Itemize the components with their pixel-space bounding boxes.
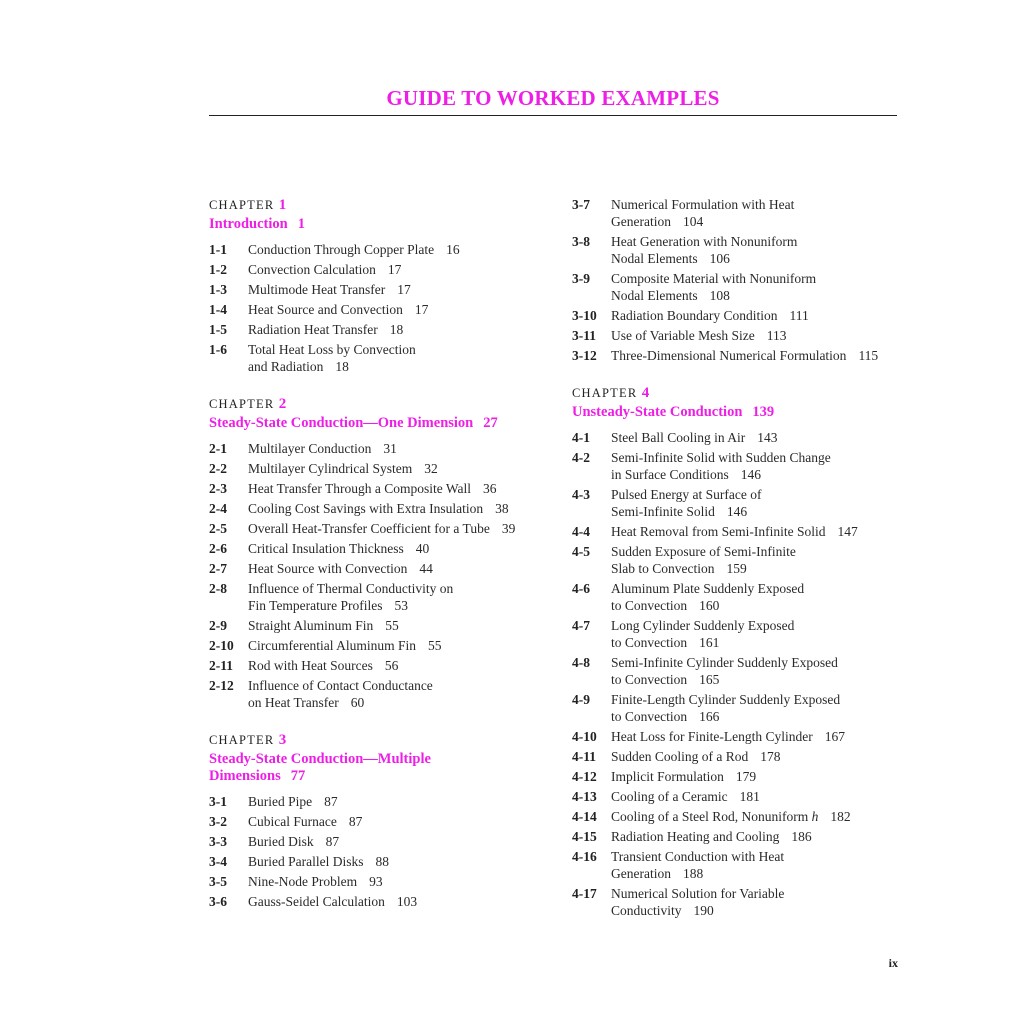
example-entry: 2-4 Cooling Cost Savings with Extra Insulation 38 [209,501,509,516]
example-entry: 3-7 Numerical Formulation with Heat Generation 104 [572,197,795,229]
chapter-label: CHAPTER 1 [209,197,287,213]
example-entry: 1-1 Conduction Through Copper Plate 16 [209,242,460,257]
chapter-number: 4 [641,385,650,401]
example-entry: 4-7 Long Cylinder Suddenly Exposed to Convection 161 [572,618,795,650]
example-entry: 2-11 Rod with Heat Sources 56 [209,658,399,673]
example-entry: 3-9 Composite Material with Nonuniform Nodal Elements 108 [572,271,817,303]
example-entry: 1-2 Convection Calculation 17 [209,262,402,277]
chapter-page: 27 [483,415,498,431]
example-entry: 4-13 Cooling of a Ceramic 181 [572,789,760,804]
example-entry: 4-6 Aluminum Plate Suddenly Exposed to Convection 160 [572,581,805,613]
right-column [572,196,902,922]
example-entry: 3-11 Use of Variable Mesh Size 113 [572,328,787,343]
page-title: GUIDE TO WORKED EXAMPLES [386,86,720,110]
example-entry: 4-8 Semi-Infinite Cylinder Suddenly Exposed to Convection 165 [572,655,838,687]
example-entry: 4-4 Heat Removal from Semi-Infinite Solid 147 [572,524,858,539]
example-entry: 2-3 Heat Transfer Through a Composite Wall 36 [209,481,497,496]
example-entry: 4-10 Heat Loss for Finite-Length Cylinder 167 [572,729,845,744]
chapter-title: Steady-State Conduction—One Dimension 27 [209,415,498,431]
example-entry: 1-6 Total Heat Loss by Convection and Radiation 18 [209,342,416,374]
chapter-3-continued [572,196,902,364]
chapter-4 [572,384,902,919]
chapter-label: CHAPTER 3 [209,732,287,748]
example-entry: 2-8 Influence of Thermal Conductivity on Fin Temperature Profiles 53 [209,581,454,613]
left-column [209,196,549,913]
example-entry: 3-1 Buried Pipe 87 [209,794,338,809]
example-entry: 3-10 Radiation Boundary Condition 111 [572,308,809,323]
chapter-label: CHAPTER 4 [572,385,650,401]
example-entry: 4-2 Semi-Infinite Solid with Sudden Change in Surface Conditions 146 [572,450,831,482]
example-entry: 2-6 Critical Insulation Thickness 40 [209,541,430,556]
example-entry: 4-9 Finite-Length Cylinder Suddenly Exposed to Convection 166 [572,692,841,724]
example-entry: 1-5 Radiation Heat Transfer 18 [209,322,404,337]
chapter-title: Unsteady-State Conduction 139 [572,404,775,420]
chapter-title: Introduction 1 [209,216,305,232]
example-entry: 4-5 Sudden Exposure of Semi-Infinite Slab to Convection 159 [572,544,796,576]
example-entry: 3-3 Buried Disk 87 [209,834,340,849]
chapter-3 [209,731,549,910]
example-entry: 3-2 Cubical Furnace 87 [209,814,363,829]
chapter-label: CHAPTER 2 [209,396,287,412]
example-entry: 4-17 Numerical Solution for Variable Conductivity 190 [572,886,785,918]
example-entry: 2-9 Straight Aluminum Fin 55 [209,618,399,633]
title-rule [209,115,897,116]
example-entry: 3-5 Nine-Node Problem 93 [209,874,383,889]
chapter-2 [209,395,549,711]
example-entry: 3-12 Three-Dimensional Numerical Formulation 115 [572,348,879,363]
example-entry: 3-8 Heat Generation with Nonuniform Nodal Elements 106 [572,234,798,266]
example-entry: 4-3 Pulsed Energy at Surface of Semi-Infinite Solid 146 [572,487,762,519]
chapter-title: Steady-State Conduction—Multiple Dimensions 77 [209,751,431,784]
example-entry: 2-1 Multilayer Conduction 31 [209,441,397,456]
example-entry: 4-12 Implicit Formulation 179 [572,769,757,784]
chapter-number: 3 [278,732,287,748]
example-entry: 2-5 Overall Heat-Transfer Coefficient for a Tube 39 [209,521,516,536]
page-number: ix [888,956,898,970]
chapter-page: 1 [297,216,305,232]
chapter-number: 1 [278,197,287,213]
chapter-number: 2 [278,396,287,412]
example-entry: 4-14 Cooling of a Steel Rod, Nonuniform h 182 [572,809,851,824]
chapter-1 [209,196,549,375]
example-entry: 2-7 Heat Source with Convection 44 [209,561,433,576]
example-entry: 4-1 Steel Ball Cooling in Air 143 [572,430,778,445]
example-entry: 2-10 Circumferential Aluminum Fin 55 [209,638,442,653]
chapter-page: 139 [752,404,775,420]
chapter-page: 77 [290,768,306,784]
example-entry: 4-11 Sudden Cooling of a Rod 178 [572,749,781,764]
example-entry: 3-6 Gauss-Seidel Calculation 103 [209,894,418,909]
example-entry: 1-4 Heat Source and Convection 17 [209,302,429,317]
example-entry: 4-15 Radiation Heating and Cooling 186 [572,829,812,844]
example-entry: 2-2 Multilayer Cylindrical System 32 [209,461,438,476]
example-entry: 1-3 Multimode Heat Transfer 17 [209,282,411,297]
example-entry: 4-16 Transient Conduction with Heat Generation 188 [572,849,785,881]
example-entry: 3-4 Buried Parallel Disks 88 [209,854,389,869]
example-entry: 2-12 Influence of Contact Conductance on Heat Transfer 60 [209,678,433,710]
